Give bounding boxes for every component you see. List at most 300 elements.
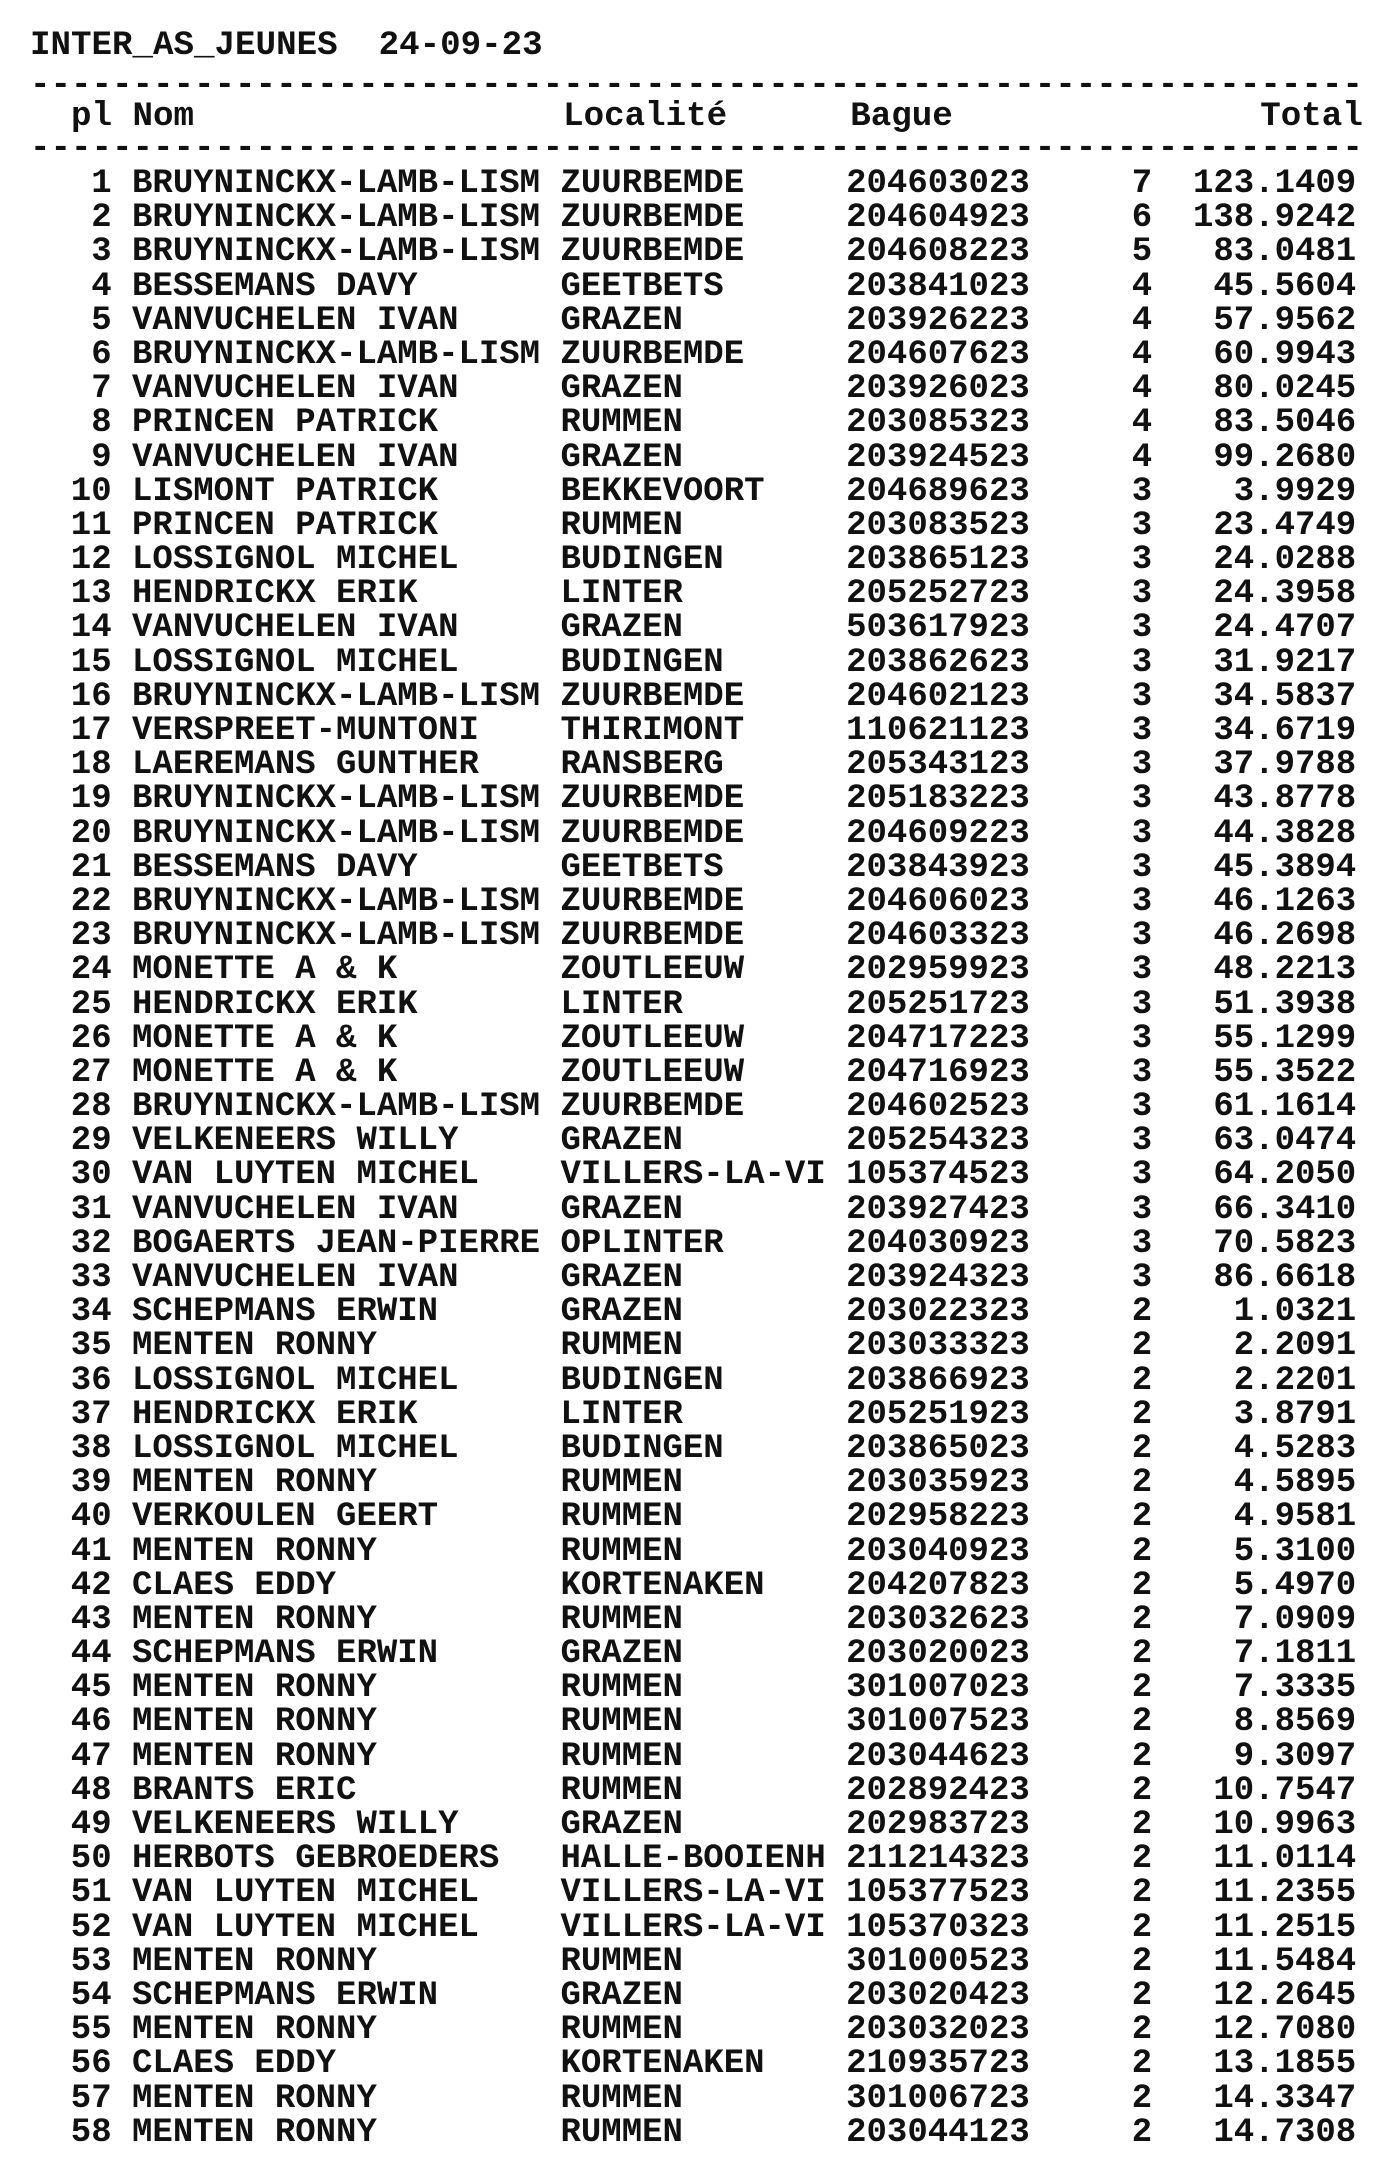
cell-pl: 32 xyxy=(70,1224,112,1263)
cell-count: 4 xyxy=(1131,438,1153,477)
cell-pl: 8 xyxy=(91,404,112,443)
cell-nom: BRUYNINCKX-LAMB-LISM xyxy=(132,814,541,853)
cell-localite: RUMMEN xyxy=(560,1464,683,1503)
table-row xyxy=(30,1429,1370,1468)
cell-nom: BRUYNINCKX-LAMB-LISM xyxy=(132,199,541,238)
cell-localite: LINTER xyxy=(560,1395,683,1434)
cell-count: 3 xyxy=(1131,1259,1153,1297)
cell-pl: 41 xyxy=(70,1532,112,1571)
cell-pl: 2 xyxy=(91,199,112,238)
cell-total: 57.9562 xyxy=(1213,301,1357,340)
cell-count: 2 xyxy=(1131,1293,1153,1332)
cell-localite: RUMMEN xyxy=(560,1498,683,1537)
cell-nom: VERKOULEN GEERT xyxy=(132,1498,439,1537)
table-row xyxy=(30,267,1370,306)
cell-total: 14.3347 xyxy=(1213,2079,1357,2118)
cell-localite: RUMMEN xyxy=(560,2011,683,2050)
cell-count: 3 xyxy=(1131,1190,1153,1229)
cell-localite: BUDINGEN xyxy=(560,541,724,580)
cell-count: 2 xyxy=(1131,2079,1153,2118)
cell-bague: 203044623 xyxy=(846,1737,1030,1776)
cell-pl: 46 xyxy=(70,1703,112,1742)
cell-count: 2 xyxy=(1131,1635,1153,1674)
cell-count: 3 xyxy=(1131,780,1153,819)
cell-pl: 43 xyxy=(70,1600,112,1639)
cell-nom: CLAES EDDY xyxy=(132,2045,337,2084)
cell-localite: GRAZEN xyxy=(560,1122,683,1161)
cell-nom: BRUYNINCKX-LAMB-LISM xyxy=(132,917,541,956)
cell-pl: 20 xyxy=(70,814,112,853)
cell-localite: ZUURBEMDE xyxy=(560,335,745,374)
cell-nom: BRUYNINCKX-LAMB-LISM xyxy=(132,780,541,819)
cell-count: 2 xyxy=(1131,2011,1153,2050)
cell-bague: 203926023 xyxy=(846,370,1030,409)
cell-localite: GRAZEN xyxy=(560,1293,683,1332)
cell-nom: HERBOTS GEBROEDERS xyxy=(132,1840,500,1879)
cell-localite: RUMMEN xyxy=(560,1703,683,1742)
table-row xyxy=(30,199,1370,238)
table-row xyxy=(30,1737,1370,1776)
cell-nom: SCHEPMANS ERWIN xyxy=(132,1976,439,2015)
cell-pl: 24 xyxy=(70,951,112,990)
cell-pl: 33 xyxy=(70,1259,112,1297)
cell-bague: 205254323 xyxy=(846,1122,1030,1161)
cell-total: 83.0481 xyxy=(1213,233,1357,272)
cell-total: 7.3335 xyxy=(1233,1669,1357,1708)
cell-count: 2 xyxy=(1131,1976,1153,2015)
cell-bague: 203926223 xyxy=(846,301,1030,340)
cell-bague: 204602123 xyxy=(846,677,1030,716)
table-row xyxy=(30,1874,1370,1913)
cell-nom: BRUYNINCKX-LAMB-LISM xyxy=(132,233,541,272)
cell-bague: 205343123 xyxy=(846,746,1030,785)
cell-nom: MENTEN RONNY xyxy=(132,1942,377,1981)
cell-bague: 203044123 xyxy=(846,2113,1030,2152)
cell-nom: LISMONT PATRICK xyxy=(132,472,439,511)
cell-total: 3.8791 xyxy=(1233,1395,1357,1434)
cell-total: 80.0245 xyxy=(1213,370,1357,409)
cell-bague: 204717223 xyxy=(846,1019,1030,1058)
cell-pl: 26 xyxy=(70,1019,112,1058)
cell-total: 2.2201 xyxy=(1233,1361,1357,1400)
cell-bague: 202892423 xyxy=(846,1771,1030,1810)
cell-localite: THIRIMONT xyxy=(560,712,745,750)
cell-bague: 202958223 xyxy=(846,1498,1030,1537)
cell-count: 2 xyxy=(1131,2113,1153,2152)
cell-count: 2 xyxy=(1131,1464,1153,1503)
cell-nom: VANVUCHELEN IVAN xyxy=(132,1190,459,1229)
results-table xyxy=(30,167,1370,2150)
cell-nom: HENDRICKX ERIK xyxy=(132,575,418,614)
table-row xyxy=(30,1464,1370,1503)
cell-count: 5 xyxy=(1131,233,1153,272)
cell-pl: 10 xyxy=(70,472,112,511)
cell-localite: BEKKEVOORT xyxy=(560,472,765,511)
cell-count: 3 xyxy=(1131,1224,1153,1263)
cell-localite: GRAZEN xyxy=(560,1259,683,1297)
cell-total: 45.3894 xyxy=(1213,848,1357,887)
cell-total: 46.2698 xyxy=(1213,917,1357,956)
cell-total: 11.0114 xyxy=(1213,1840,1357,1879)
cell-total: 14.7308 xyxy=(1213,2113,1357,2152)
cell-total: 34.5837 xyxy=(1213,677,1357,716)
cell-nom: BRANTS ERIC xyxy=(132,1771,357,1810)
table-row xyxy=(30,1122,1370,1161)
cell-total: 60.9943 xyxy=(1213,335,1357,374)
cell-nom: BRUYNINCKX-LAMB-LISM xyxy=(132,165,541,203)
report-title: INTER_AS_JEUNES 24-09-23 xyxy=(30,27,543,65)
cell-count: 3 xyxy=(1131,541,1153,580)
cell-localite: ZUURBEMDE xyxy=(560,882,745,921)
cell-localite: BUDINGEN xyxy=(560,643,724,682)
cell-count: 3 xyxy=(1131,848,1153,887)
cell-pl: 45 xyxy=(70,1669,112,1708)
cell-pl: 7 xyxy=(91,370,112,409)
cell-count: 2 xyxy=(1131,1395,1153,1434)
cell-count: 2 xyxy=(1131,1942,1153,1981)
cell-pl: 52 xyxy=(70,1908,112,1947)
table-row xyxy=(30,780,1370,819)
cell-count: 2 xyxy=(1131,1498,1153,1537)
cell-bague: 204030923 xyxy=(846,1224,1030,1263)
table-row xyxy=(30,848,1370,887)
cell-count: 3 xyxy=(1131,712,1153,750)
cell-total: 8.8569 xyxy=(1233,1703,1357,1742)
cell-total: 24.0288 xyxy=(1213,541,1357,580)
table-row xyxy=(30,1808,1370,1842)
cell-nom: SCHEPMANS ERWIN xyxy=(132,1293,439,1332)
cell-total: 123.1409 xyxy=(1192,165,1357,203)
cell-pl: 4 xyxy=(91,267,112,306)
cell-pl: 13 xyxy=(70,575,112,614)
cell-total: 4.5283 xyxy=(1233,1429,1357,1468)
table-row xyxy=(30,1361,1370,1400)
table-row xyxy=(30,1190,1370,1229)
cell-nom: MENTEN RONNY xyxy=(132,1669,377,1708)
cell-nom: MENTEN RONNY xyxy=(132,2079,377,2118)
cell-bague: 203085323 xyxy=(846,404,1030,443)
cell-pl: 22 xyxy=(70,882,112,921)
cell-total: 13.1855 xyxy=(1213,2045,1357,2084)
cell-localite: RUMMEN xyxy=(560,2079,683,2118)
cell-localite: BUDINGEN xyxy=(560,1429,724,1468)
cell-total: 10.7547 xyxy=(1213,1771,1357,1810)
cell-count: 2 xyxy=(1131,1840,1153,1879)
table-row xyxy=(30,541,1370,580)
cell-count: 3 xyxy=(1131,985,1153,1024)
cell-count: 3 xyxy=(1131,882,1153,921)
cell-total: 7.1811 xyxy=(1233,1635,1357,1674)
cell-nom: MONETTE A & K xyxy=(132,951,398,990)
cell-total: 86.6618 xyxy=(1213,1259,1357,1297)
cell-total: 23.4749 xyxy=(1213,506,1357,545)
table-row xyxy=(30,1840,1370,1879)
cell-localite: GRAZEN xyxy=(560,1635,683,1674)
cell-total: 51.3938 xyxy=(1213,985,1357,1024)
cell-localite: KORTENAKEN xyxy=(560,1566,765,1605)
cell-pl: 38 xyxy=(70,1429,112,1468)
cell-nom: LOSSIGNOL MICHEL xyxy=(132,1361,459,1400)
cell-pl: 57 xyxy=(70,2079,112,2118)
cell-bague: 203020423 xyxy=(846,1976,1030,2015)
cell-nom: BESSEMANS DAVY xyxy=(132,267,418,306)
cell-nom: BRUYNINCKX-LAMB-LISM xyxy=(132,335,541,374)
cell-pl: 34 xyxy=(70,1293,112,1332)
cell-pl: 1 xyxy=(91,165,112,203)
table-row xyxy=(30,677,1370,716)
cell-bague: 204716923 xyxy=(846,1053,1030,1092)
cell-bague: 203865023 xyxy=(846,1429,1030,1468)
cell-total: 2.2091 xyxy=(1233,1327,1357,1366)
cell-nom: HENDRICKX ERIK xyxy=(132,985,418,1024)
cell-count: 6 xyxy=(1131,199,1153,238)
table-row xyxy=(30,233,1370,272)
table-row xyxy=(30,506,1370,545)
cell-nom: BESSEMANS DAVY xyxy=(132,848,418,887)
cell-nom: HENDRICKX ERIK xyxy=(132,1395,418,1434)
cell-count: 4 xyxy=(1131,404,1153,443)
cell-localite: GEETBETS xyxy=(560,848,724,887)
table-row xyxy=(30,1156,1370,1195)
cell-localite: ZOUTLEEUW xyxy=(560,951,745,990)
cell-nom: VAN LUYTEN MICHEL xyxy=(132,1874,479,1913)
table-row xyxy=(30,985,1370,1024)
cell-total: 55.1299 xyxy=(1213,1019,1357,1058)
cell-localite: GRAZEN xyxy=(560,301,683,340)
cell-nom: MENTEN RONNY xyxy=(132,1737,377,1776)
cell-bague: 204604923 xyxy=(846,199,1030,238)
cell-pl: 56 xyxy=(70,2045,112,2084)
cell-total: 4.9581 xyxy=(1233,1498,1357,1537)
cell-pl: 54 xyxy=(70,1976,112,2015)
table-row xyxy=(30,2079,1370,2118)
cell-nom: VAN LUYTEN MICHEL xyxy=(132,1908,479,1947)
table-row xyxy=(30,1669,1370,1708)
table-row xyxy=(30,882,1370,921)
cell-count: 2 xyxy=(1131,1327,1153,1366)
cell-bague: 301006723 xyxy=(846,2079,1030,2118)
cell-nom: BRUYNINCKX-LAMB-LISM xyxy=(132,1088,541,1127)
cell-pl: 53 xyxy=(70,1942,112,1981)
cell-pl: 25 xyxy=(70,985,112,1024)
table-row xyxy=(30,1395,1370,1434)
cell-nom: MENTEN RONNY xyxy=(132,1703,377,1742)
cell-total: 99.2680 xyxy=(1213,438,1357,477)
cell-nom: MENTEN RONNY xyxy=(132,1464,377,1503)
cell-total: 24.3958 xyxy=(1213,575,1357,614)
cell-localite: RANSBERG xyxy=(560,746,724,785)
cell-bague: 205252723 xyxy=(846,575,1030,614)
cell-localite: VILLERS-LA-VI xyxy=(560,1908,826,1947)
cell-pl: 23 xyxy=(70,917,112,956)
table-row xyxy=(30,1600,1370,1639)
cell-nom: VANVUCHELEN IVAN xyxy=(132,609,459,648)
cell-bague: 203022323 xyxy=(846,1293,1030,1332)
cell-bague: 211214323 xyxy=(846,1840,1030,1879)
cell-nom: VELKENEERS WILLY xyxy=(132,1122,459,1161)
cell-count: 3 xyxy=(1131,609,1153,648)
cell-nom: MONETTE A & K xyxy=(132,1053,398,1092)
cell-nom: LAEREMANS GUNTHER xyxy=(132,746,479,785)
header-bague: Bague xyxy=(850,98,953,136)
cell-nom: SCHEPMANS ERWIN xyxy=(132,1635,439,1674)
table-row xyxy=(30,404,1370,443)
cell-localite: ZUURBEMDE xyxy=(560,814,745,853)
table-row xyxy=(30,472,1370,511)
cell-bague: 202983723 xyxy=(846,1806,1030,1844)
cell-total: 45.5604 xyxy=(1213,267,1357,306)
table-row xyxy=(30,301,1370,340)
cell-total: 11.5484 xyxy=(1213,1942,1357,1981)
cell-count: 2 xyxy=(1131,1361,1153,1400)
cell-bague: 203841023 xyxy=(846,267,1030,306)
cell-pl: 16 xyxy=(70,677,112,716)
cell-pl: 51 xyxy=(70,1874,112,1913)
table-row xyxy=(30,2045,1370,2084)
cell-localite: VILLERS-LA-VI xyxy=(560,1156,826,1195)
cell-total: 37.9788 xyxy=(1213,746,1357,785)
cell-count: 4 xyxy=(1131,335,1153,374)
cell-total: 48.2213 xyxy=(1213,951,1357,990)
cell-bague: 105370323 xyxy=(846,1908,1030,1947)
cell-count: 2 xyxy=(1131,1669,1153,1708)
table-row xyxy=(30,951,1370,990)
cell-bague: 203843923 xyxy=(846,848,1030,887)
cell-pl: 5 xyxy=(91,301,112,340)
cell-total: 34.6719 xyxy=(1213,712,1357,750)
cell-pl: 9 xyxy=(91,438,112,477)
cell-bague: 301000523 xyxy=(846,1942,1030,1981)
cell-count: 3 xyxy=(1131,506,1153,545)
cell-count: 4 xyxy=(1131,301,1153,340)
cell-localite: ZUURBEMDE xyxy=(560,677,745,716)
cell-pl: 3 xyxy=(91,233,112,272)
cell-bague: 203865123 xyxy=(846,541,1030,580)
cell-bague: 204602523 xyxy=(846,1088,1030,1127)
table-row xyxy=(30,1532,1370,1571)
cell-count: 3 xyxy=(1131,677,1153,716)
cell-localite: GEETBETS xyxy=(560,267,724,306)
cell-nom: MENTEN RONNY xyxy=(132,1327,377,1366)
cell-localite: ZUURBEMDE xyxy=(560,165,745,203)
cell-bague: 204607623 xyxy=(846,335,1030,374)
cell-count: 2 xyxy=(1131,2045,1153,2084)
cell-nom: MENTEN RONNY xyxy=(132,2011,377,2050)
cell-total: 12.7080 xyxy=(1213,2011,1357,2050)
table-row xyxy=(30,1635,1370,1674)
cell-bague: 105374523 xyxy=(846,1156,1030,1195)
cell-localite: RUMMEN xyxy=(560,1737,683,1776)
table-row xyxy=(30,1224,1370,1263)
cell-count: 7 xyxy=(1131,165,1153,203)
cell-total: 1.0321 xyxy=(1233,1293,1357,1332)
cell-total: 24.4707 xyxy=(1213,609,1357,648)
cell-bague: 301007523 xyxy=(846,1703,1030,1742)
cell-count: 3 xyxy=(1131,951,1153,990)
cell-pl: 48 xyxy=(70,1771,112,1810)
table-row xyxy=(30,335,1370,374)
cell-pl: 50 xyxy=(70,1840,112,1879)
cell-pl: 19 xyxy=(70,780,112,819)
table-row xyxy=(30,1088,1370,1127)
cell-total: 11.2355 xyxy=(1213,1874,1357,1913)
cell-pl: 27 xyxy=(70,1053,112,1092)
cell-localite: ZOUTLEEUW xyxy=(560,1053,745,1092)
cell-pl: 55 xyxy=(70,2011,112,2050)
cell-bague: 204207823 xyxy=(846,1566,1030,1605)
cell-bague: 503617923 xyxy=(846,609,1030,648)
table-row xyxy=(30,167,1370,201)
cell-bague: 203032623 xyxy=(846,1600,1030,1639)
cell-count: 3 xyxy=(1131,1122,1153,1161)
cell-nom: CLAES EDDY xyxy=(132,1566,337,1605)
cell-total: 66.3410 xyxy=(1213,1190,1357,1229)
cell-count: 2 xyxy=(1131,1703,1153,1742)
cell-localite: RUMMEN xyxy=(560,1669,683,1708)
cell-pl: 28 xyxy=(70,1088,112,1127)
table-row xyxy=(30,643,1370,682)
cell-total: 43.8778 xyxy=(1213,780,1357,819)
cell-pl: 17 xyxy=(70,712,112,750)
cell-pl: 15 xyxy=(70,643,112,682)
cell-bague: 205251723 xyxy=(846,985,1030,1024)
cell-count: 3 xyxy=(1131,1088,1153,1127)
cell-localite: LINTER xyxy=(560,985,683,1024)
cell-pl: 31 xyxy=(70,1190,112,1229)
cell-count: 3 xyxy=(1131,814,1153,853)
cell-nom: PRINCEN PATRICK xyxy=(132,404,439,443)
header-localite: Localité xyxy=(563,98,728,136)
table-row xyxy=(30,2113,1370,2152)
header-total: Total xyxy=(1260,98,1363,136)
cell-count: 3 xyxy=(1131,575,1153,614)
cell-total: 46.1263 xyxy=(1213,882,1357,921)
cell-localite: KORTENAKEN xyxy=(560,2045,765,2084)
cell-nom: MENTEN RONNY xyxy=(132,1600,377,1639)
cell-pl: 11 xyxy=(70,506,112,545)
cell-bague: 205251923 xyxy=(846,1395,1030,1434)
cell-localite: RUMMEN xyxy=(560,2113,683,2152)
cell-pl: 39 xyxy=(70,1464,112,1503)
cell-localite: LINTER xyxy=(560,575,683,614)
cell-bague: 204603023 xyxy=(846,165,1030,203)
cell-nom: VANVUCHELEN IVAN xyxy=(132,1259,459,1297)
cell-count: 2 xyxy=(1131,1600,1153,1639)
cell-bague: 205183223 xyxy=(846,780,1030,819)
cell-total: 63.0474 xyxy=(1213,1122,1357,1161)
cell-pl: 37 xyxy=(70,1395,112,1434)
cell-count: 2 xyxy=(1131,1566,1153,1605)
cell-bague: 110621123 xyxy=(846,712,1030,750)
cell-localite: RUMMEN xyxy=(560,1771,683,1810)
cell-localite: GRAZEN xyxy=(560,438,683,477)
table-row xyxy=(30,714,1370,748)
cell-count: 3 xyxy=(1131,746,1153,785)
header-pl: pl xyxy=(71,98,113,136)
cell-nom: VAN LUYTEN MICHEL xyxy=(132,1156,479,1195)
cell-localite: RUMMEN xyxy=(560,1327,683,1366)
table-row xyxy=(30,370,1370,409)
cell-bague: 203040923 xyxy=(846,1532,1030,1571)
cell-localite: RUMMEN xyxy=(560,1532,683,1571)
cell-bague: 204606023 xyxy=(846,882,1030,921)
cell-count: 2 xyxy=(1131,1908,1153,1947)
cell-localite: GRAZEN xyxy=(560,370,683,409)
cell-nom: MENTEN RONNY xyxy=(132,1532,377,1571)
divider-top: ----------------------------------------------------------------- xyxy=(30,67,1363,105)
cell-total: 44.3828 xyxy=(1213,814,1357,853)
table-row xyxy=(30,1293,1370,1332)
